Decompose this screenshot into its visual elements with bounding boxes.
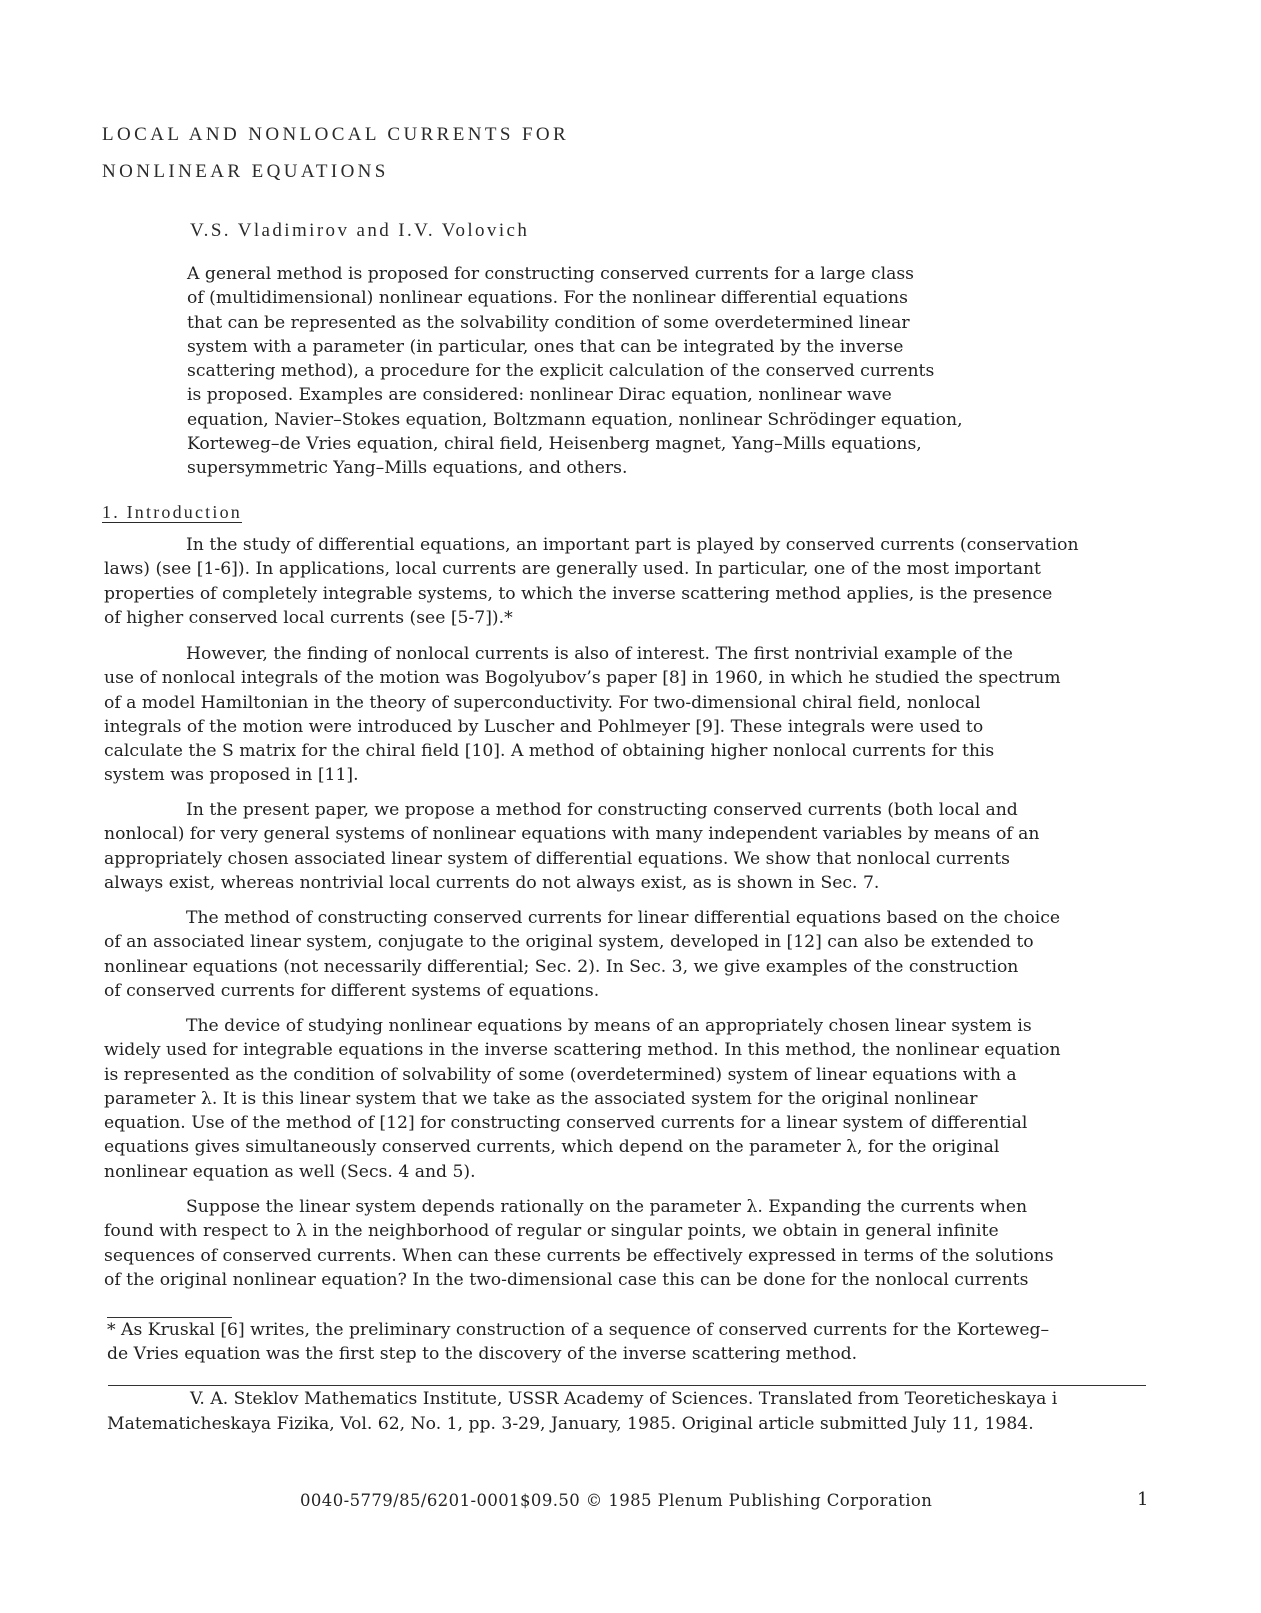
paragraph-line: sequences of conserved currents. When can these currents be effectively expressed in terms of the solutions <box>104 1245 1054 1266</box>
paragraph <box>104 1014 1144 1184</box>
paragraph-line: of a model Hamiltonian in the theory of superconductivity. For two-dimensional chiral field, nonlocal <box>104 692 981 713</box>
footnote <box>107 1318 1147 1366</box>
abstract-line: system with a parameter (in particular, ones that can be integrated by the inverse <box>187 336 904 357</box>
paragraph-line: The device of studying nonlinear equations by means of an appropriately chosen linear system is <box>186 1016 1032 1036</box>
paragraph-line: nonlocal) for very general systems of nonlinear equations with many independent variables by means of an <box>104 824 1040 845</box>
affiliation-line: Matematicheskaya Fizika, Vol. 62, No. 1, pp. 3-29, January, 1985. Original article submitted July 11, 1984. <box>107 1414 1034 1434</box>
abstract-line: A general method is proposed for constructing conserved currents for a large class <box>187 264 915 284</box>
authors: V.S. Vladimirov and I.V. Volovich <box>190 220 530 241</box>
paragraph-line: integrals of the motion were introduced by Luscher and Pohlmeyer [9]. These integrals were used to <box>104 716 984 737</box>
paragraph-line: laws) (see [1-6]). In applications, local currents are generally used. In particular, one of the most important <box>104 559 1041 580</box>
affiliation-divider <box>108 1385 1146 1386</box>
paragraph <box>104 1195 1144 1292</box>
paragraph-line: found with respect to λ in the neighborhood of regular or singular points, we obtain in general infinite <box>104 1221 999 1242</box>
paragraph-line: nonlinear equation as well (Secs. 4 and 5). <box>104 1161 476 1182</box>
paragraph-line: widely used for integrable equations in the inverse scattering method. In this method, the nonlinear equation <box>104 1040 1061 1061</box>
paragraph-line: The method of constructing conserved currents for linear differential equations based on the choice <box>186 908 1061 928</box>
paragraph-line: use of nonlocal integrals of the motion was Bogolyubov’s paper [8] in 1960, in which he studied the spectrum <box>104 668 1061 689</box>
paragraph-line: properties of completely integrable systems, to which the inverse scattering method applies, is the presence <box>104 583 1053 604</box>
abstract-line: supersymmetric Yang–Mills equations, and others. <box>187 458 628 479</box>
section-heading: 1. Introduction <box>102 502 242 522</box>
paragraph-line: always exist, whereas nontrivial local currents do not always exist, as is shown in Sec. 7. <box>104 872 880 893</box>
paragraph <box>104 906 1144 1003</box>
paragraph-line: equation. Use of the method of [12] for constructing conserved currents for a linear system of differential <box>104 1113 1028 1134</box>
footnote-line: * As Kruskal [6] writes, the preliminary construction of a sequence of conserved currents for the Korteweg– <box>107 1320 1050 1340</box>
paragraph <box>104 642 1144 788</box>
paragraph-line: of the original nonlinear equation? In the two-dimensional case this can be done for the nonlocal currents <box>104 1269 1029 1290</box>
title-line-2: NONLINEAR EQUATIONS <box>102 161 389 182</box>
paragraph-line: nonlinear equations (not necessarily differential; Sec. 2). In Sec. 3, we give examples of the construction <box>104 956 1019 977</box>
paragraph-line: In the study of differential equations, an important part is played by conserved currents (conservation <box>186 535 1079 555</box>
abstract-line: scattering method), a procedure for the explicit calculation of the conserved currents <box>187 361 935 382</box>
paragraph-line: In the present paper, we propose a method for constructing conserved currents (both local and <box>186 800 1018 820</box>
affiliation <box>107 1387 1147 1437</box>
paragraph-line: However, the finding of nonlocal currents is also of interest. The first nontrivial example of the <box>186 644 1013 664</box>
abstract-line: equation, Navier–Stokes equation, Boltzmann equation, nonlinear Schrödinger equation, <box>187 409 963 430</box>
paragraph-line: appropriately chosen associated linear system of differential equations. We show that nonlocal currents <box>104 848 1010 869</box>
abstract-line: that can be represented as the solvability condition of some overdetermined linear <box>187 312 910 333</box>
publication-code: 0040-5779/85/6201-0001$09.50 © 1985 Plenum Publishing Corporation <box>300 1491 933 1510</box>
paragraph-line: calculate the S matrix for the chiral field [10]. A method of obtaining higher nonlocal currents for this <box>104 741 995 762</box>
paragraph-line: of higher conserved local currents (see [5-7]).* <box>104 607 513 628</box>
affiliation-line: V. A. Steklov Mathematics Institute, USSR Academy of Sciences. Translated from Teoreticheskaya i <box>190 1389 1058 1409</box>
abstract-line: Korteweg–de Vries equation, chiral field, Heisenberg magnet, Yang–Mills equations, <box>187 434 922 455</box>
paragraph <box>104 533 1144 630</box>
paragraph <box>104 798 1144 895</box>
page-number: 1 <box>1137 1489 1149 1510</box>
paragraph-line: of conserved currents for different systems of equations. <box>104 980 600 1001</box>
paragraph-line: parameter λ. It is this linear system that we take as the associated system for the original nonlinear <box>104 1088 978 1109</box>
title-line-1: LOCAL AND NONLOCAL CURRENTS FOR <box>102 124 570 145</box>
paragraph-line: Suppose the linear system depends rationally on the parameter λ. Expanding the currents when <box>186 1197 1028 1217</box>
abstract-line: is proposed. Examples are considered: nonlinear Dirac equation, nonlinear wave <box>187 385 892 406</box>
paragraph-line: equations gives simultaneously conserved currents, which depend on the parameter λ, for the original <box>104 1137 1000 1158</box>
paragraph-line: of an associated linear system, conjugate to the original system, developed in [12] can also be extended to <box>104 932 1034 953</box>
abstract <box>187 262 1027 481</box>
paragraph-line: system was proposed in [11]. <box>104 765 359 786</box>
paragraph-line: is represented as the condition of solvability of some (overdetermined) system of linear equations with a <box>104 1064 1017 1085</box>
footnote-line: de Vries equation was the first step to the discovery of the inverse scattering method. <box>107 1344 858 1364</box>
abstract-line: of (multidimensional) nonlinear equations. For the nonlinear differential equations <box>187 288 908 309</box>
